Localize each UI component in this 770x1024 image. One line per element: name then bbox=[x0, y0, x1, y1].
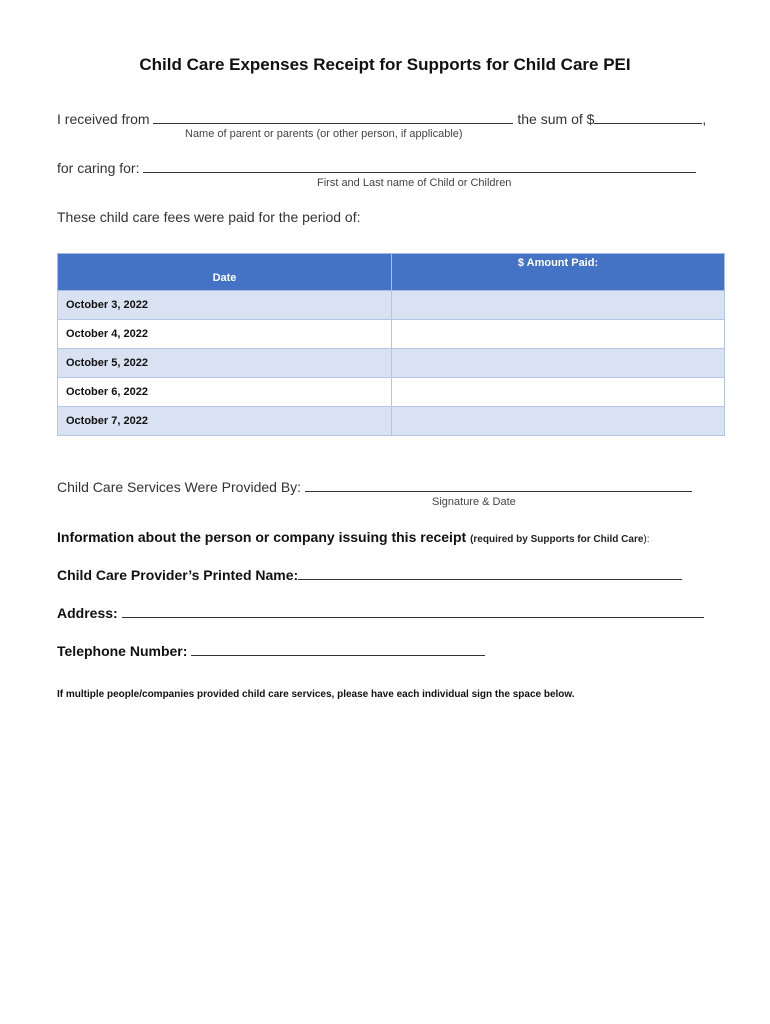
info-note: (required by Supports for Child Care bbox=[470, 534, 644, 545]
info-heading: Information about the person or company issuing this receipt bbox=[57, 529, 467, 545]
received-from-row bbox=[57, 111, 706, 127]
table-header-row bbox=[58, 254, 725, 291]
row-date: October 6, 2022 bbox=[58, 378, 392, 407]
table-row bbox=[58, 291, 725, 320]
caring-for-label: for caring for: bbox=[57, 160, 140, 176]
table-row bbox=[58, 378, 725, 407]
received-from-field[interactable] bbox=[153, 111, 513, 124]
sum-of-label: the sum of $ bbox=[517, 111, 595, 127]
provided-by-signature-field[interactable] bbox=[305, 479, 692, 492]
caring-for-row bbox=[57, 160, 696, 176]
multiple-providers-note: If multiple people/companies provided child care services, please have each individual sign the space below. bbox=[57, 689, 575, 700]
row-date: October 4, 2022 bbox=[58, 320, 392, 349]
period-label: These child care fees were paid for the period of: bbox=[57, 209, 361, 225]
received-from-caption: Name of parent or parents (or other person, if applicable) bbox=[185, 128, 463, 140]
fees-table bbox=[57, 253, 725, 436]
caring-for-field[interactable] bbox=[143, 160, 696, 173]
telephone-label: Telephone Number: bbox=[57, 643, 188, 659]
table-row bbox=[58, 349, 725, 378]
row-amount-cell[interactable] bbox=[392, 320, 725, 349]
address-label: Address: bbox=[57, 605, 118, 621]
telephone-field[interactable] bbox=[191, 643, 485, 656]
row-amount-cell[interactable] bbox=[392, 291, 725, 320]
date-column-header: Date bbox=[58, 254, 392, 291]
row-amount-cell[interactable] bbox=[392, 349, 725, 378]
row-date: October 3, 2022 bbox=[58, 291, 392, 320]
telephone-row bbox=[57, 643, 485, 659]
sum-trailing: , bbox=[702, 111, 707, 127]
caring-for-caption: First and Last name of Child or Children bbox=[317, 177, 512, 189]
table-row bbox=[58, 407, 725, 436]
table-row bbox=[58, 320, 725, 349]
provider-name-row bbox=[57, 567, 682, 583]
info-heading-row bbox=[57, 529, 650, 545]
amount-column-header: $ Amount Paid: bbox=[392, 254, 725, 291]
address-row bbox=[57, 605, 704, 621]
received-from-label: I received from bbox=[57, 111, 150, 127]
info-note-end: ): bbox=[643, 534, 650, 545]
provided-by-caption: Signature & Date bbox=[432, 496, 516, 508]
row-date: October 5, 2022 bbox=[58, 349, 392, 378]
provider-name-field[interactable] bbox=[298, 567, 682, 580]
row-date: October 7, 2022 bbox=[58, 407, 392, 436]
sum-amount-field[interactable] bbox=[594, 111, 702, 124]
row-amount-cell[interactable] bbox=[392, 378, 725, 407]
provided-by-row bbox=[57, 479, 692, 495]
page-title: Child Care Expenses Receipt for Supports for Child Care PEI bbox=[139, 55, 631, 74]
provider-name-label: Child Care Provider’s Printed Name: bbox=[57, 567, 299, 583]
row-amount-cell[interactable] bbox=[392, 407, 725, 436]
provided-by-label: Child Care Services Were Provided By: bbox=[57, 479, 302, 495]
address-field[interactable] bbox=[122, 605, 704, 618]
